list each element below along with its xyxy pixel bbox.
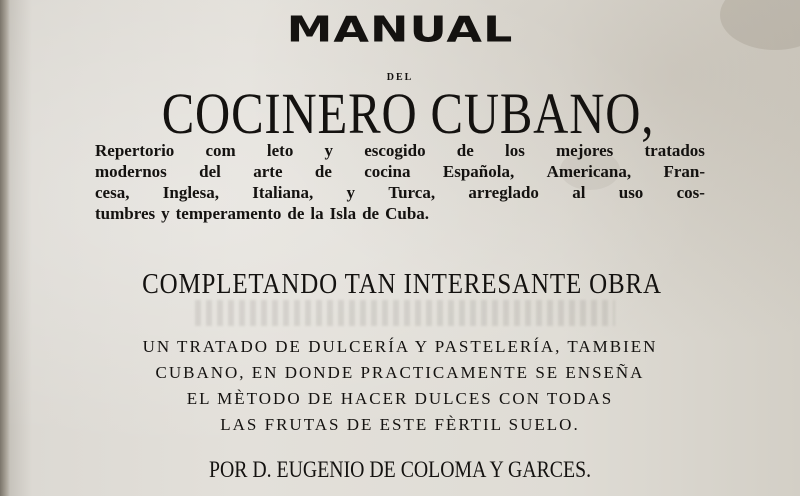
description-word: modernos bbox=[95, 162, 167, 181]
tratado-line: UN TRATADO DE DULCERÍA Y PASTELERÍA, TAMBIEN bbox=[142, 337, 658, 356]
title-manual: MANUAL bbox=[286, 8, 514, 51]
description-word: arreglado bbox=[468, 183, 539, 202]
description-word: Cuba. bbox=[385, 204, 430, 223]
description-word: y bbox=[161, 204, 170, 223]
description-word: cesa, bbox=[95, 183, 130, 202]
title-del: DEL bbox=[386, 72, 414, 83]
description-word: y bbox=[346, 183, 356, 202]
description-word: com bbox=[205, 141, 236, 160]
description-word: Española, bbox=[442, 162, 515, 181]
description-line bbox=[95, 182, 705, 203]
description-word: los bbox=[504, 141, 525, 160]
heading-completando: COMPLETANDO TAN INTERESANTE OBRA bbox=[142, 268, 662, 300]
description-word: tumbres bbox=[95, 204, 156, 223]
faded-stamp bbox=[195, 300, 615, 326]
description-word: Repertorio bbox=[95, 141, 175, 160]
description-word: de bbox=[362, 204, 380, 223]
description-word: uso bbox=[618, 183, 644, 202]
description-word: Americana, bbox=[546, 162, 632, 181]
description-word: mejores bbox=[556, 141, 614, 160]
description-word: escogido bbox=[364, 141, 426, 160]
author-line: POR D. EUGENIO DE COLOMA Y GARCES. bbox=[208, 457, 592, 482]
description-word: Isla bbox=[329, 204, 357, 223]
description-paragraph bbox=[95, 140, 705, 224]
description-word: del bbox=[199, 162, 221, 181]
tratado-line: EL MÈTODO DE HACER DULCES CON TODAS bbox=[186, 389, 614, 408]
tratado-line: CUBANO, EN DONDE PRACTICAMENTE SE ENSEÑA bbox=[155, 363, 645, 382]
description-word: Italiana, bbox=[252, 183, 314, 202]
description-word: al bbox=[572, 183, 586, 202]
description-word: de bbox=[287, 204, 305, 223]
description-word: de bbox=[456, 141, 474, 160]
description-line bbox=[95, 203, 705, 224]
description-word: temperamento bbox=[175, 204, 282, 223]
title-cocinero-cubano: COCINERO CUBANO, bbox=[161, 81, 655, 146]
description-line bbox=[95, 140, 705, 161]
description-word: tratados bbox=[644, 141, 705, 160]
description-word: Inglesa, bbox=[162, 183, 219, 202]
description-word: la bbox=[310, 204, 324, 223]
description-line bbox=[95, 161, 705, 182]
description-word: y bbox=[324, 141, 334, 160]
description-word: arte bbox=[253, 162, 283, 181]
description-word: leto bbox=[266, 141, 294, 160]
description-word: Fran- bbox=[663, 162, 705, 181]
tratado-block bbox=[0, 334, 800, 438]
description-word: Turca, bbox=[388, 183, 436, 202]
description-word: de bbox=[314, 162, 332, 181]
tratado-line: LAS FRUTAS DE ESTE FÈRTIL SUELO. bbox=[220, 415, 580, 434]
description-word: cocina bbox=[364, 162, 411, 181]
description-word: cos- bbox=[676, 183, 705, 202]
